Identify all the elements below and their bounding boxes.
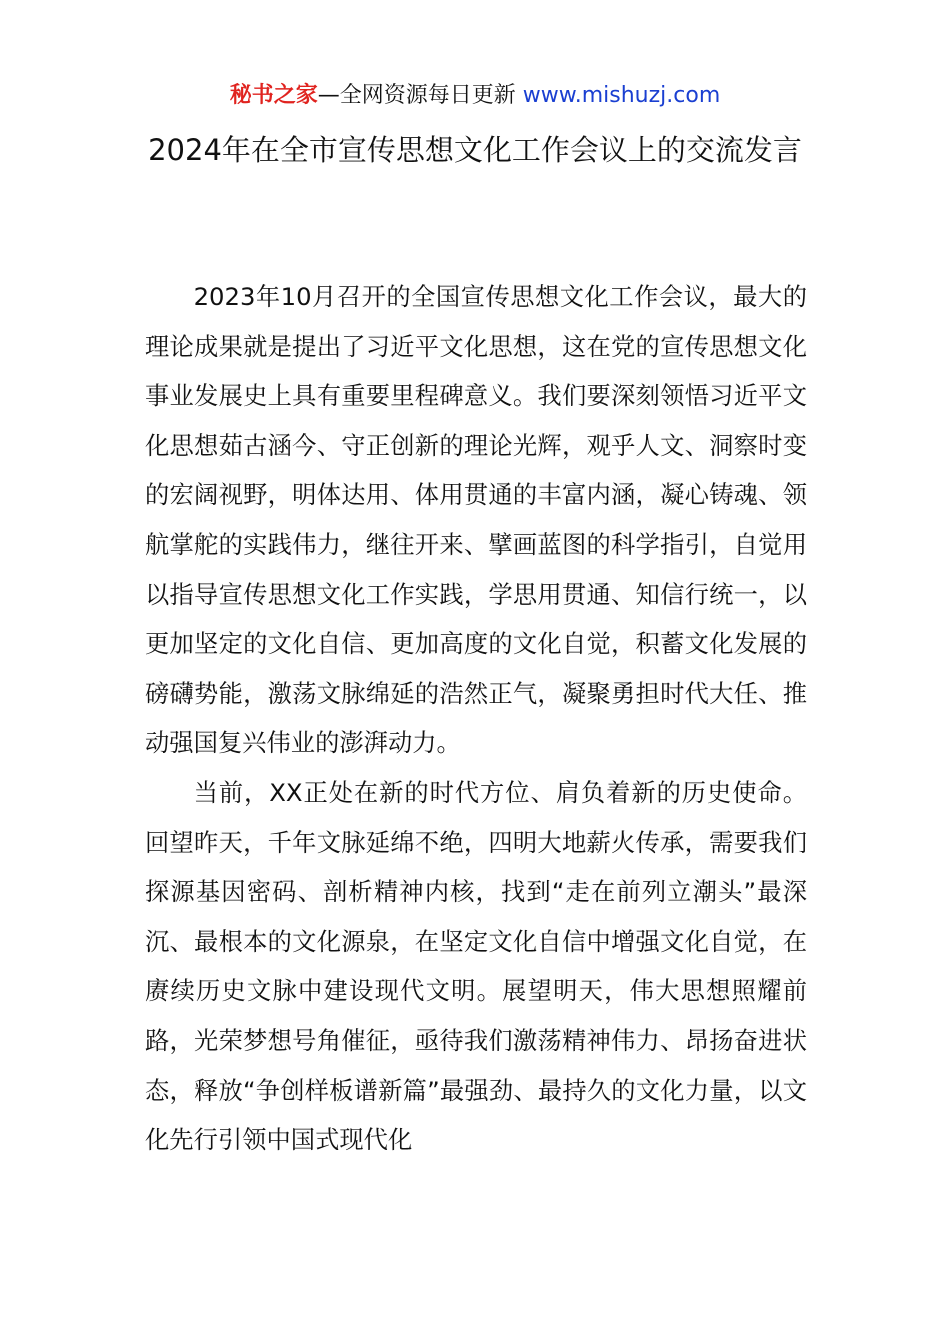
document-body — [145, 272, 807, 1165]
body-paragraph: 2023年10月召开的全国宣传思想文化工作会议，最大的理论成果就是提出了习近平文化思想，这在党的宣传思想文化事业发展史上具有重要里程碑意义。我们要深刻领悟习近平文化思想茹古涵今、守正创新的理论光辉，观乎人文、洞察时变的宏阔视野，明体达用、体用贯通的丰富内涵，凝心铸魂、领航掌舵的实践伟力，继往开来、擘画蓝图的科学指引，自觉用以指导宣传思想文化工作实践，学思用贯通、知信行统一，以更加坚定的文化自信、更加高度的文化自觉，积蓄文化发展的磅礴势能，激荡文脉绵延的浩然正气，凝聚勇担时代大任、推动强国复兴伟业的澎湃动力。 — [145, 282, 807, 758]
site-header — [0, 80, 950, 112]
body-paragraph: 当前，XX正处在新的时代方位、肩负着新的历史使命。回望昨天，千年文脉延绵不绝，四明大地薪火传承，需要我们探源基因密码、剖析精神内核，找到“走在前列立潮头”最深沉、最根本的文化源泉，在坚定文化自信中增强文化自觉，在赓续历史文脉中建设现代文明。展望明天，伟大思想照耀前路，光荣梦想号角催征，亟待我们激荡精神伟力、昂扬奋进状态，释放“争创样板谱新篇”最强劲、最持久的文化力量，以文化先行引领中国式现代化 — [145, 777, 807, 1155]
site-brand: 秘书之家 — [229, 83, 318, 108]
site-tagline: —全网资源每日更新 — [317, 83, 523, 108]
site-url: www.mishuzj.com — [522, 83, 721, 108]
document-title: 2024年在全市宣传思想文化工作会议上的交流发言 — [148, 133, 802, 167]
